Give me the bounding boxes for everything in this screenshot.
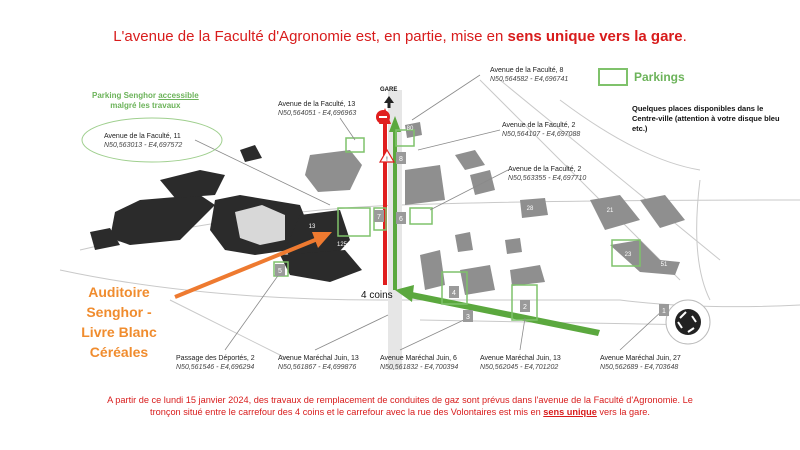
building-label: 80 [406,126,414,132]
building-label: 21 [606,208,614,214]
building-label: 13 [308,224,316,230]
svg-text:!: ! [386,157,388,163]
parking-marker-4: 4 [452,290,456,297]
auditoire-line: Senghor - [86,304,152,320]
announcement-body: A partir de ce lundi 15 janvier 2024, des travaux de remplacement de conduites de gaz sont prévus dans l'avenue de la Faculté d'Agronomie. Le tronçon situé entre le carrefour des 4 coins et le carrefour avec la rue des Volontaires est mis en [107,395,693,417]
parking-marker-1: 1 [662,308,666,315]
location-name: Avenue Maréchal Juin, 13 [278,355,359,362]
location-coords: N50,562689 - E4,703648 [600,363,679,371]
auditoire-label [66,282,172,362]
building-label: 125 [336,242,348,248]
auditoire-line: Auditoire [88,284,150,300]
location-callout [490,67,568,85]
senghor-parking-text: Parking Senghor [92,91,159,100]
headline-end: . [682,28,687,45]
location-coords: N50,564107 - E4,697088 [502,130,581,138]
location-callout [176,355,255,373]
headline-bold: sens unique vers la gare [507,28,683,45]
location-callout [380,355,458,373]
location-coords: N50,562045 - E4,701202 [480,363,559,371]
location-coords: N50,563013 - E4,697572 [104,141,183,149]
location-name: Avenue de la Faculté, 2 [502,122,576,129]
location-callout [278,101,356,119]
location-callout [104,133,182,151]
gare-label: GARE [380,87,398,93]
parking-marker-6: 6 [399,216,403,223]
headline-text: L'avenue de la Faculté d'Agronomie est, en partie, mise en [113,28,508,45]
auditoire-line: Livre Blanc [81,324,157,340]
parking-legend-label: Parkings [634,70,685,84]
senghor-parking-accessible: accessible [158,91,199,100]
senghor-parking-note [92,91,199,112]
location-callout [508,166,586,184]
location-callout [278,355,359,373]
auditoire-line: Céréales [89,344,149,360]
location-name: Avenue de la Faculté, 13 [278,101,356,108]
announcement-text [100,394,700,418]
location-coords: N50,564051 - E4,696963 [278,109,357,117]
parking-marker-2: 2 [523,304,527,311]
location-name: Avenue de la Faculté, 8 [490,67,564,74]
legend-note: Quelques places disponibles dans le Centre-ville (attention à votre disque bleu etc.) [632,104,780,133]
building-label: 51 [660,262,668,268]
announcement-oneway: sens unique [543,407,597,417]
building-label: 23 [624,252,632,258]
location-name: Avenue Maréchal Juin, 27 [600,355,681,362]
location-coords: N50,561867 - E4,699876 [278,363,357,371]
roundabout [666,300,710,344]
green-arrow-horizontal [395,285,600,336]
location-name: Avenue Maréchal Juin, 6 [380,355,457,362]
no-entry-sign-icon [376,110,390,124]
location-coords: N50,564582 - E4,696741 [490,75,569,83]
location-name: Passage des Déportés, 2 [176,355,255,362]
location-name: Avenue Maréchal Juin, 13 [480,355,561,362]
location-coords: N50,563355 - E4,697710 [508,174,587,182]
parking-legend-swatch [598,68,628,86]
parking-marker-7: 7 [377,214,381,221]
parking-marker-8: 8 [399,156,403,163]
location-callout [480,355,561,373]
four-corners-label: 4 coins [361,290,393,301]
parking-marker-5: 5 [278,268,282,275]
location-name: Avenue de la Faculté, 2 [508,166,582,173]
building-label: 28 [526,206,534,212]
location-callout [600,355,681,373]
location-callout [502,122,580,140]
parking-marker-3: 3 [466,314,470,321]
announcement-end: vers la gare. [596,407,650,417]
location-name: Avenue de la Faculté, 11 [104,133,181,140]
building-label: 48 [407,272,415,278]
location-coords: N50,561832 - E4,700394 [380,363,459,371]
location-coords: N50,561546 - E4,696294 [176,363,255,371]
senghor-parking-line2: malgré les travaux [110,101,181,111]
